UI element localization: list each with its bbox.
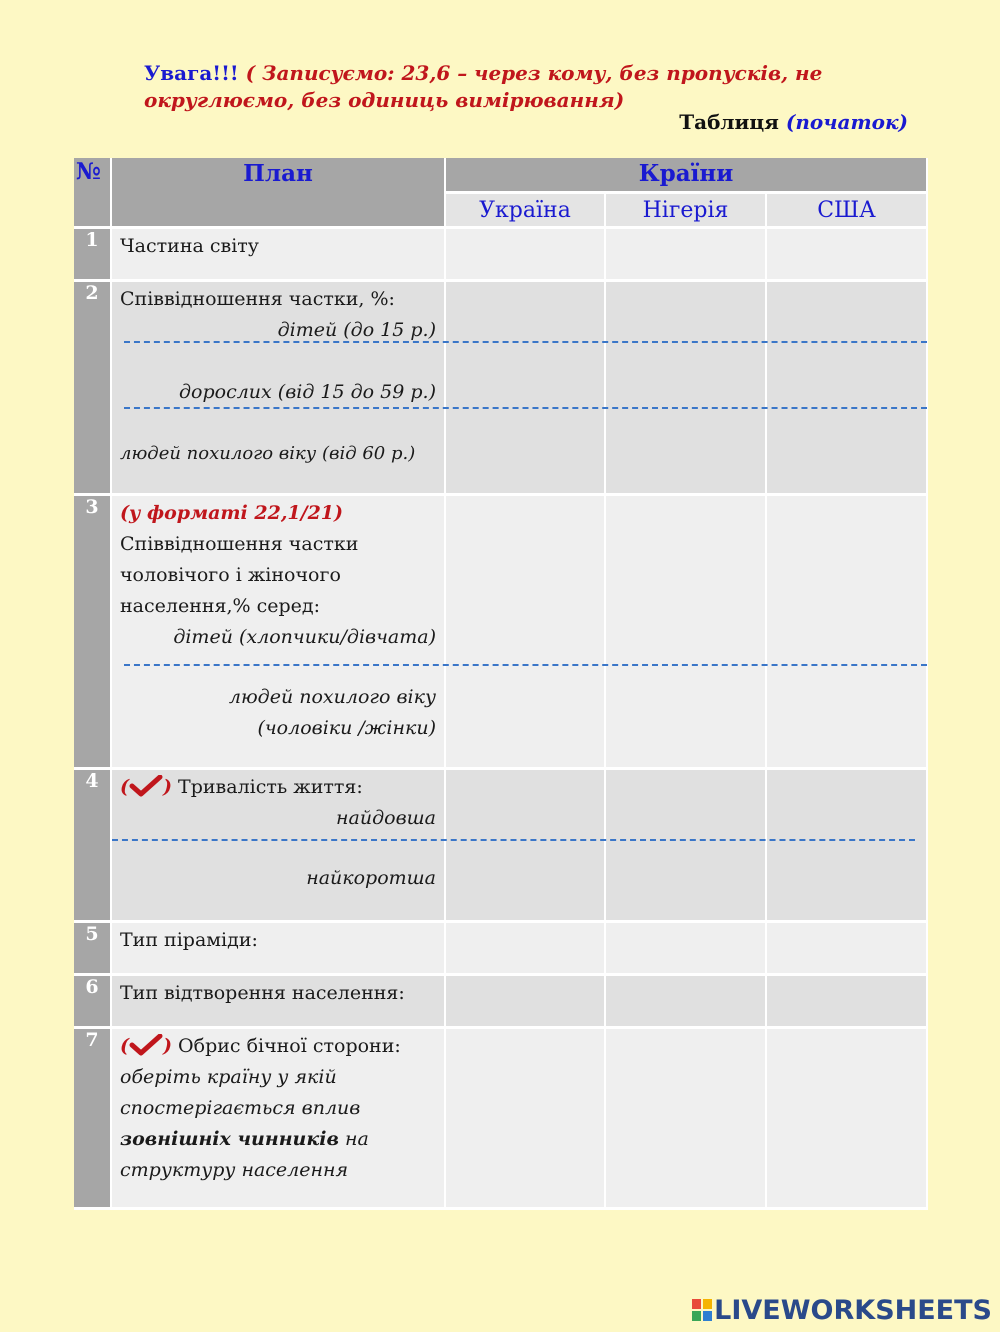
answer-usa[interactable] [766, 768, 927, 921]
caption-subtitle: (початок) [785, 110, 908, 134]
row-number: 6 [74, 974, 111, 1027]
answer-ukraine[interactable] [445, 227, 605, 280]
plan-subtext: найдовша [336, 806, 436, 829]
plan-subtext: дітей (до 15 р.) [277, 318, 436, 341]
answer-nigeria[interactable] [605, 768, 766, 921]
plan-subtext: оберіть країну у якій [120, 1065, 337, 1088]
row-number: 2 [74, 280, 111, 494]
plan-text: Тип піраміди: [120, 928, 258, 951]
row-number: 4 [74, 768, 111, 921]
liveworksheets-logo-icon [692, 1299, 712, 1321]
header-plan: План [111, 158, 445, 227]
divider-dashed [124, 664, 927, 666]
plan-cell [111, 974, 445, 1027]
answer-ukraine[interactable] [445, 768, 605, 921]
plan-table [74, 158, 928, 1210]
watermark [692, 1295, 992, 1326]
answer-nigeria[interactable] [605, 974, 766, 1027]
plan-emphasis: зовнішніх чинників [120, 1127, 339, 1150]
format-hint: (у форматі 22,1/21) [120, 501, 344, 524]
plan-cell [111, 227, 445, 280]
answer-ukraine[interactable] [445, 494, 605, 768]
answer-ukraine[interactable] [445, 280, 605, 494]
row-number: 5 [74, 921, 111, 974]
answer-nigeria[interactable] [605, 494, 766, 768]
plan-text: Обрис бічної сторони: [178, 1034, 401, 1057]
plan-subtext: дітей (хлопчики/дівчата) [173, 625, 436, 648]
plan-cell [111, 1027, 445, 1208]
table-row [74, 1027, 927, 1208]
table-caption [679, 110, 908, 134]
plan-text: Співвідношення частки [120, 532, 359, 555]
plan-text: населення,% серед: [120, 594, 321, 617]
plan-text: Тривалість життя: [178, 775, 363, 798]
answer-usa[interactable] [766, 921, 927, 974]
row-number: 3 [74, 494, 111, 768]
header-countries: Країни [445, 158, 927, 192]
plan-subtext: дорослих (від 15 до 59 р.) [178, 380, 436, 403]
plan-subtext: структуру населення [120, 1158, 349, 1181]
answer-nigeria[interactable] [605, 1027, 766, 1208]
table-row [74, 280, 927, 494]
plan-text-line [112, 1124, 444, 1155]
table-row [74, 974, 927, 1027]
watermark-text: LIVEWORKSHEETS [714, 1295, 992, 1326]
plan-subtext: спостерігається вплив [120, 1096, 361, 1119]
answer-ukraine[interactable] [445, 974, 605, 1027]
plan-cell [111, 280, 445, 494]
plan-subtext: людей похилого віку (від 60 р.) [120, 442, 416, 464]
header-number: № [74, 158, 111, 227]
notice-rule: ( Записуємо: 23,6 – через кому, без пропусків, не округлюємо, без одиниць вимірювання) [144, 61, 823, 112]
answer-usa[interactable] [766, 1027, 927, 1208]
notice [144, 60, 924, 114]
plan-cell [111, 768, 445, 921]
header-country-usa: США [766, 192, 927, 227]
answer-usa[interactable] [766, 227, 927, 280]
plan-subtext: людей похилого віку [228, 685, 436, 708]
plan-text-line [112, 1031, 444, 1062]
divider-dashed [124, 341, 927, 343]
caption-title: Таблиця [679, 110, 779, 134]
row-number: 7 [74, 1027, 111, 1208]
header-country-nigeria: Нігерія [605, 192, 766, 227]
plan-text-line [112, 772, 444, 803]
header-country-ukraine: Україна [445, 192, 605, 227]
divider-dashed [112, 839, 915, 841]
answer-nigeria[interactable] [605, 921, 766, 974]
table-row [74, 494, 927, 768]
plan-text: Тип відтворення населення: [120, 981, 405, 1004]
notice-warning: Увага!!! [144, 61, 239, 85]
answer-usa[interactable] [766, 974, 927, 1027]
answer-usa[interactable] [766, 280, 927, 494]
check-mark-icon: ( ) [120, 775, 172, 798]
answer-ukraine[interactable] [445, 1027, 605, 1208]
answer-ukraine[interactable] [445, 921, 605, 974]
plan-subtext: на [344, 1127, 369, 1150]
plan-text: чоловічого і жіночого [120, 563, 341, 586]
row-number: 1 [74, 227, 111, 280]
answer-usa[interactable] [766, 494, 927, 768]
plan-subtext: (чоловіки /жінки) [257, 716, 436, 739]
plan-cell [111, 921, 445, 974]
plan-subtext: найкоротша [306, 866, 436, 889]
check-mark-icon: ( ) [120, 1034, 172, 1057]
plan-cell [111, 494, 445, 768]
divider-dashed [124, 407, 927, 409]
answer-nigeria[interactable] [605, 227, 766, 280]
table-row [74, 921, 927, 974]
plan-text: Частина світу [120, 234, 259, 257]
plan-text: Співвідношення частки, %: [120, 287, 395, 310]
table-row [74, 227, 927, 280]
answer-nigeria[interactable] [605, 280, 766, 494]
table-row [74, 768, 927, 921]
